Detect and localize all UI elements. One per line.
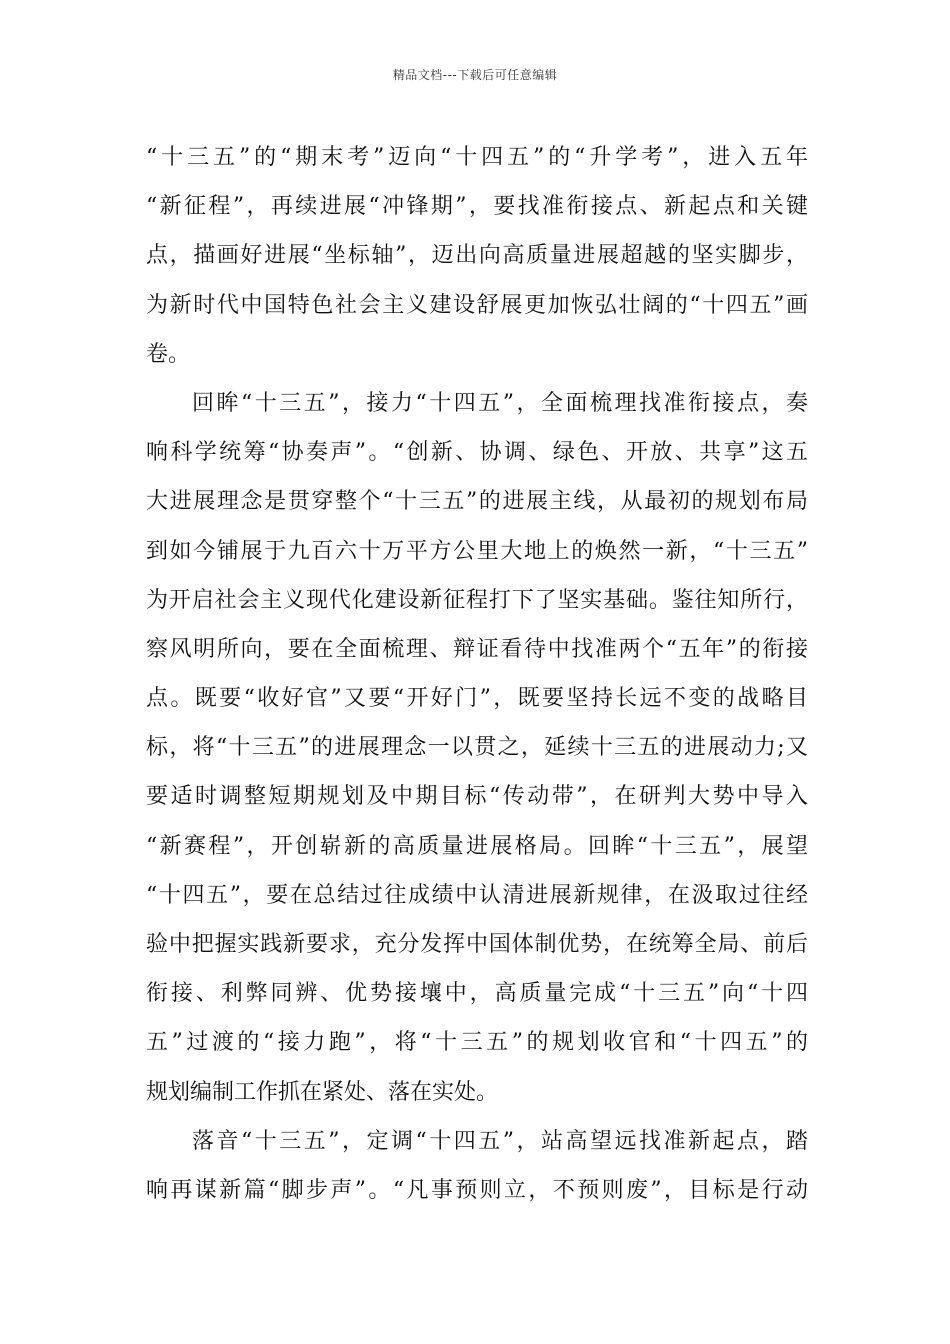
- text-line: “十三五”的“期末考”迈向“十四五”的“升学考”，进入五年: [146, 145, 808, 170]
- text-line: “新赛程”，开创崭新的高质量进展格局。回眸“十三五”，展望: [146, 833, 808, 859]
- text-line: 察风明所向，要在全面梳理、辩证看待中找准两个“五年”的衔接: [146, 636, 808, 662]
- text-line: 回眸“十三五”，接力“十四五”，全面梳理找准衔接点，奏: [192, 390, 808, 416]
- text-line: 为开启社会主义现代化建设新征程打下了坚实基础。鉴往知所行，: [146, 587, 808, 613]
- text-line: 规划编制工作抓在紧处、落在实处。: [146, 1079, 499, 1105]
- text-line: 衔接、利弊同辨、优势接壤中，高质量完成“十三五”向“十四: [146, 981, 808, 1007]
- text-line: 卷。: [146, 341, 191, 367]
- text-line: 响再谋新篇“脚步声”。“凡事预则立，不预则废”，目标是行动: [146, 1177, 808, 1203]
- body-text: [146, 133, 808, 1215]
- text-line: 要适时调整短期规划及中期目标“传动带”，在研判大势中导入: [146, 784, 808, 810]
- text-line: 点。既要“收好官”又要“开好门”，既要坚持长远不变的战略目: [146, 686, 808, 712]
- text-line: 标，将“十三五”的进展理念一以贯之，延续十三五的进展动力;又: [146, 735, 808, 761]
- text-line: 五”过渡的“接力跑”，将“十三五”的规划收官和“十四五”的: [146, 1030, 808, 1056]
- text-line: 大进展理念是贯穿整个“十三五”的进展主线，从最初的规划布局: [146, 489, 808, 515]
- text-line: 落音“十三五”，定调“十四五”，站高望远找准新起点，踏: [192, 1128, 808, 1154]
- text-line: 响科学统筹“协奏声”。“创新、协调、绿色、开放、共享”这五: [146, 440, 808, 466]
- text-line: 验中把握实践新要求，充分发挥中国体制优势，在统筹全局、前后: [146, 932, 808, 957]
- text-line: “新征程”，再续进展“冲锋期”，要找准衔接点、新起点和关键: [146, 194, 808, 220]
- text-line: 为新时代中国特色社会主义建设舒展更加恢弘壮阔的“十四五”画: [146, 292, 808, 318]
- text-line: 点，描画好进展“坐标轴”，迈出向高质量进展超越的坚实脚步，: [146, 243, 808, 269]
- page-header: 精品文档---下载后可任意编辑: [392, 68, 558, 82]
- text-line: 到如今铺展于九百六十万平方公里大地上的焕然一新，“十三五”: [146, 538, 808, 564]
- text-line: “十四五”，要在总结过往成绩中认清进展新规律，在汲取过往经: [146, 882, 808, 908]
